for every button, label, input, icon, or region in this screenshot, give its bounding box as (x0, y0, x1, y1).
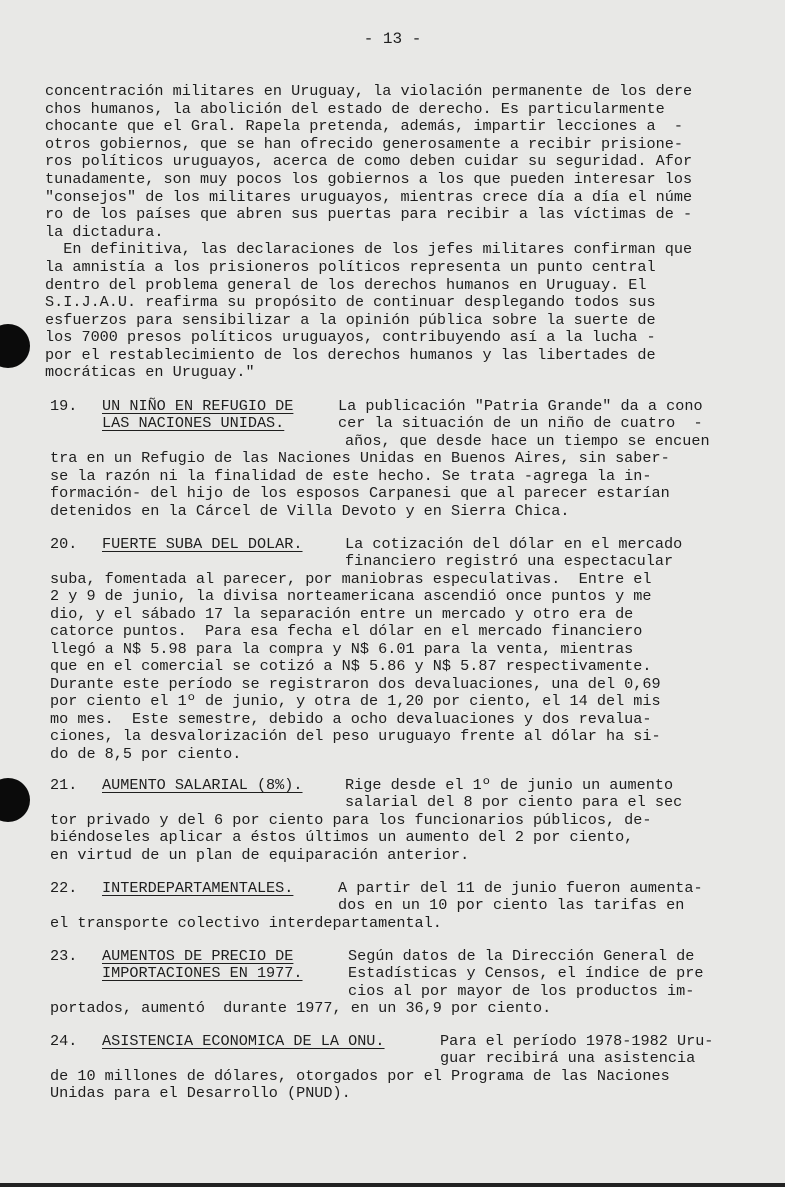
item-body-line: catorce puntos. Para esa fecha el dólar en el mercado financiero (50, 622, 643, 640)
intro-line: mocráticas en Uruguay." (45, 363, 255, 381)
item-head-line: Rige desde el 1º de junio un aumento (345, 776, 674, 794)
item-number: 22. (50, 879, 78, 897)
item-body-line: por ciento el 1º de junio, y otra de 1,20 por ciento, el 14 del mis (50, 692, 661, 710)
item-body-line: formación- del hijo de los esposos Carpanesi que al parecer estarían (50, 484, 670, 502)
intro-line: otros gobiernos, que se han ofrecido generosamente a recibir prisione- (45, 135, 683, 153)
intro-line: "consejos" de los militares uruguayos, mientras crece día a día el núme (45, 188, 693, 206)
item-number: 20. (50, 535, 78, 553)
intro-line: la dictadura. (45, 223, 164, 241)
item-body-line: dio, y el sábado 17 la separación entre un mercado y otro era de (50, 605, 634, 623)
punch-hole (0, 778, 30, 822)
item-body-line: Unidas para el Desarrollo (PNUD). (50, 1084, 351, 1102)
intro-line: esfuerzos para sensibilizar a la opinión pública sobre la suerte de (45, 311, 656, 329)
item-head-line: años, que desde hace un tiempo se encuen (345, 432, 710, 450)
intro-line: por el restablecimiento de los derechos humanos y las libertades de (45, 346, 656, 364)
item-body-line: mo mes. Este semestre, debido a ocho devaluaciones y dos revalua- (50, 710, 652, 728)
item-body-line: biéndoseles aplicar a éstos últimos un aumento del 2 por ciento, (50, 828, 634, 846)
intro-line: los 7000 presos políticos uruguayos, contribuyendo así a la lucha - (45, 328, 656, 346)
intro-line: chocante que el Gral. Rapela pretenda, además, impartir lecciones a - (45, 117, 683, 135)
item-number: 24. (50, 1032, 78, 1050)
item-head-line: cer la situación de un niño de cuatro - (338, 414, 703, 432)
item-number: 23. (50, 947, 78, 965)
item-body-line: llegó a N$ 5.98 para la compra y N$ 6.01 para la venta, mientras (50, 640, 634, 658)
item-title: AUMENTO SALARIAL (8%). (102, 776, 303, 794)
intro-line: S.I.J.A.U. reafirma su propósito de continuar desplegando todos sus (45, 293, 656, 311)
item-head-line: Estadísticas y Censos, el índice de pre (348, 964, 704, 982)
intro-line: chos humanos, la abolición del estado de derecho. Es particularmente (45, 100, 665, 118)
intro-line: la amnistía a los prisioneros políticos representa un punto central (45, 258, 656, 276)
intro-line: tunadamente, son muy pocos los gobiernos a los que pueden interesar los (45, 170, 693, 188)
item-title: ASISTENCIA ECONOMICA DE LA ONU. (102, 1032, 385, 1050)
item-title: UN NIÑO EN REFUGIO DE (102, 397, 294, 415)
punch-hole (0, 324, 30, 368)
intro-line: ros políticos uruguayos, acerca de como deben cuidar su seguridad. Afor (45, 152, 693, 170)
item-title: AUMENTOS DE PRECIO DE (102, 947, 294, 965)
item-title: LAS NACIONES UNIDAS. (102, 414, 285, 432)
item-head-line: dos en un 10 por ciento las tarifas en (338, 896, 685, 914)
item-body-line: do de 8,5 por ciento. (50, 745, 242, 763)
item-head-line: A partir del 11 de junio fueron aumenta- (338, 879, 703, 897)
item-head-line: financiero registró una espectacular (345, 552, 674, 570)
item-title: IMPORTACIONES EN 1977. (102, 964, 303, 982)
item-body-line: en virtud de un plan de equiparación anterior. (50, 846, 470, 864)
item-body-line: suba, fomentada al parecer, por maniobras especulativas. Entre el (50, 570, 652, 588)
item-body-line: detenidos en la Cárcel de Villa Devoto y en Sierra Chica. (50, 502, 570, 520)
scan-edge (0, 1183, 785, 1187)
item-head-line: guar recibirá una asistencia (440, 1049, 696, 1067)
intro-line: ro de los países que abren sus puertas para recibir a las víctimas de - (45, 205, 693, 223)
item-body-line: el transporte colectivo interdepartamental. (50, 914, 442, 932)
item-body-line: tor privado y del 6 por ciento para los funcionarios públicos, de- (50, 811, 652, 829)
item-head-line: Según datos de la Dirección General de (348, 947, 695, 965)
item-body-line: que en el comercial se cotizó a N$ 5.86 y N$ 5.87 respectivamente. (50, 657, 652, 675)
item-body-line: de 10 millones de dólares, otorgados por el Programa de las Naciones (50, 1067, 670, 1085)
intro-line: dentro del problema general de los derechos humanos en Uruguay. El (45, 276, 647, 294)
item-number: 19. (50, 397, 78, 415)
item-body-line: 2 y 9 de junio, la divisa norteamericana ascendió once puntos y me (50, 587, 652, 605)
item-body-line: se la razón ni la finalidad de este hecho. Se trata -agrega la in- (50, 467, 652, 485)
item-body-line: Durante este período se registraron dos devaluaciones, una del 0,69 (50, 675, 661, 693)
item-head-line: salarial del 8 por ciento para el sec (345, 793, 683, 811)
item-body-line: portados, aumentó durante 1977, en un 36,9 por ciento. (50, 999, 552, 1017)
item-title: INTERDEPARTAMENTALES. (102, 879, 294, 897)
page-number: - 13 - (363, 30, 422, 48)
item-title: FUERTE SUBA DEL DOLAR. (102, 535, 303, 553)
item-head-line: La cotización del dólar en el mercado (345, 535, 683, 553)
item-head-line: cios al por mayor de los productos im- (348, 982, 695, 1000)
item-head-line: Para el período 1978-1982 Uru- (440, 1032, 714, 1050)
intro-line: En definitiva, las declaraciones de los jefes militares confirman que (45, 240, 693, 258)
item-body-line: ciones, la desvalorización del peso uruguayo frente al dólar ha si- (50, 727, 661, 745)
item-number: 21. (50, 776, 78, 794)
item-head-line: La publicación "Patria Grande" da a cono (338, 397, 703, 415)
item-body-line: tra en un Refugio de las Naciones Unidas en Buenos Aires, sin saber- (50, 449, 670, 467)
intro-line: concentración militares en Uruguay, la violación permanente de los dere (45, 82, 693, 100)
